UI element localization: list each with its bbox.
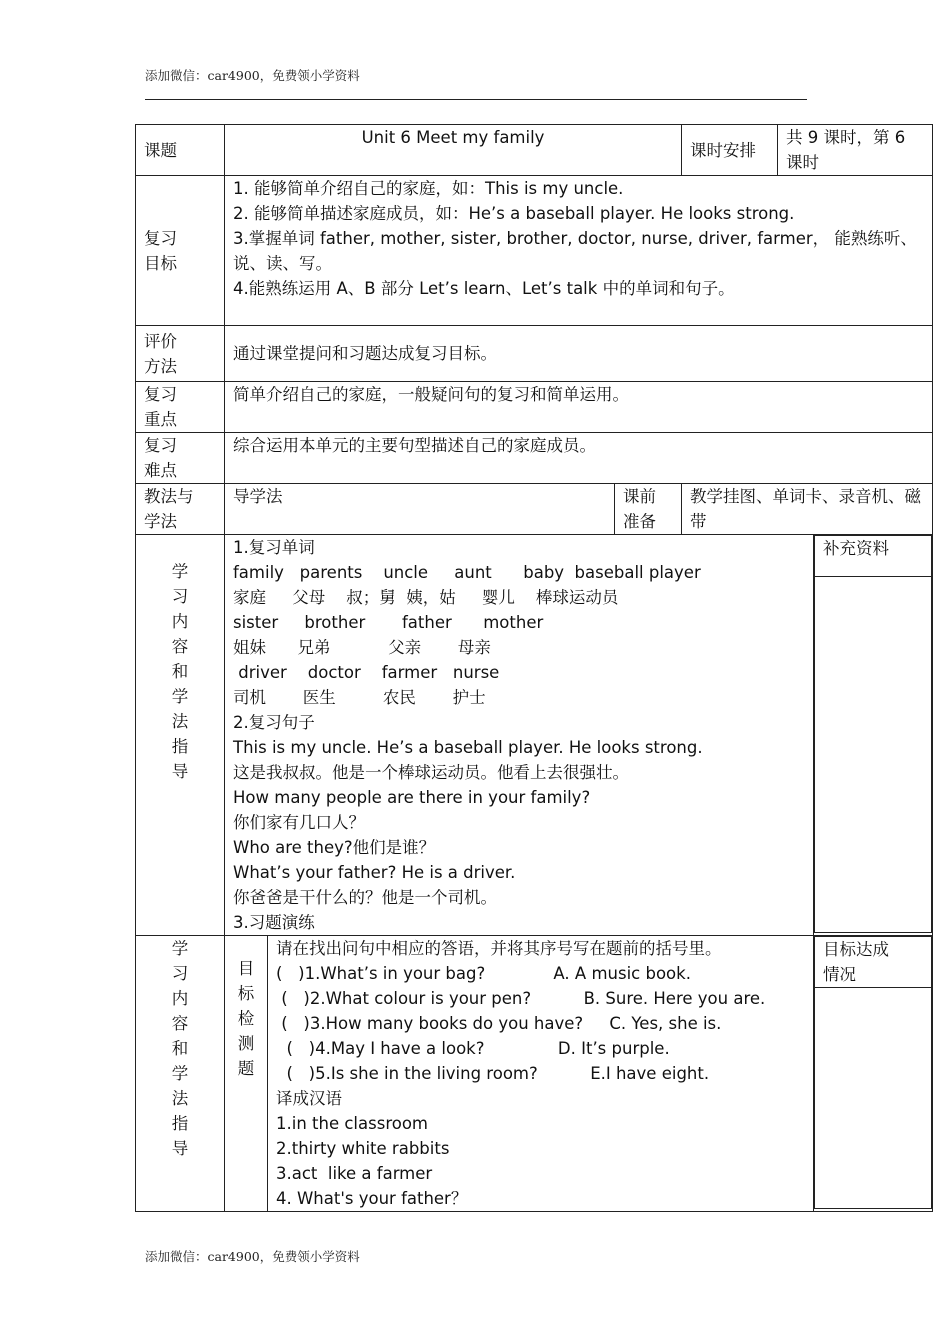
schedule-label: 课时安排 — [682, 125, 778, 176]
header-divider — [145, 99, 807, 100]
content-line: 姐妹 兄弟 父亲 母亲 — [233, 638, 491, 657]
content-body — [225, 535, 814, 936]
supplement-cell — [815, 577, 932, 933]
goals-row — [136, 176, 933, 326]
lesson-plan-table — [135, 124, 933, 1212]
goal-line: 2. 能够简单描述家庭成员，如：He’s a baseball player. He looks strong. — [233, 204, 795, 223]
test-line: ( )3.How many books do you have? C. Yes, she is. — [276, 1014, 722, 1033]
difficulty-row — [136, 433, 933, 484]
goal-line: 3.掌握单词 father, mother, sister, brother, doctor, nurse, driver, farmer， 能熟练听、 — [233, 229, 917, 248]
content-line: 你爸爸是干什么的？他是一个司机。 — [233, 888, 497, 907]
content-line: This is my uncle. He’s a baseball player. He looks strong. — [233, 738, 703, 757]
content-side-label: 学 习 内 容 和 学 法 指 导 — [136, 535, 225, 936]
content-line: 你们家有几口人？ — [233, 813, 365, 832]
test-line: ( )5.Is she in the living room? E.I have eight. — [276, 1064, 710, 1083]
prep-value: 教学挂图、单词卡、录音机、磁带 — [682, 484, 933, 535]
test-line: 4. What's your father？ — [276, 1189, 468, 1208]
test-line: ( )4.May I have a look? D. It’s purple. — [276, 1039, 670, 1058]
prep-label: 课前 准备 — [615, 484, 682, 535]
method-row — [136, 484, 933, 535]
test-box-label: 目 标 检 测 题 — [225, 936, 268, 1212]
result-label: 目标达成 情况 — [815, 937, 932, 988]
method-value: 导学法 — [225, 484, 615, 535]
content-line: 司机 医生 农民 护士 — [233, 688, 486, 707]
result-column — [814, 936, 933, 1212]
difficulty-label: 复习 难点 — [136, 433, 225, 484]
goal-line: 说、读、写。 — [233, 254, 332, 273]
content-line: 这是我叔叔。他是一个棒球运动员。他看上去很强壮。 — [233, 763, 629, 782]
header-note: 添加微信：car4900，免费领小学资料 — [145, 68, 360, 83]
test-line: ( )2.What colour is your pen? B. Sure. Here you are. — [276, 989, 766, 1008]
content-row — [136, 535, 933, 936]
content-line: Who are they?他们是谁？ — [233, 838, 436, 857]
test-body — [268, 936, 814, 1212]
focus-row — [136, 382, 933, 433]
content-line: driver doctor farmer nurse — [233, 663, 500, 682]
topic-label: 课题 — [136, 125, 225, 176]
goals-content — [225, 176, 933, 326]
evaluation-row — [136, 326, 933, 382]
content-line: 1.复习单词 — [233, 538, 315, 557]
evaluation-label: 评价 方法 — [136, 326, 225, 382]
goal-line: 4.能熟练运用 A、B 部分 Let’s learn、Let’s talk 中的单词和句子。 — [233, 279, 735, 298]
evaluation-value: 通过课堂提问和习题达成复习目标。 — [225, 326, 933, 382]
result-cell — [815, 988, 932, 1209]
test-row — [136, 936, 933, 1212]
focus-value: 简单介绍自己的家庭，一般疑问句的复习和简单运用。 — [225, 382, 933, 433]
content-line: sister brother father mother — [233, 613, 544, 632]
test-line: 2.thirty white rabbits — [276, 1139, 450, 1158]
goals-label: 复习 目标 — [136, 176, 225, 326]
difficulty-value: 综合运用本单元的主要句型描述自己的家庭成员。 — [225, 433, 933, 484]
content-line: How many people are there in your family? — [233, 788, 591, 807]
method-label: 教法与 学法 — [136, 484, 225, 535]
topic-value: Unit 6 Meet my family — [225, 125, 682, 176]
supplement-column — [814, 535, 933, 936]
content-line: family parents uncle aunt baby baseball player — [233, 563, 701, 582]
goal-line: 1. 能够简单介绍自己的家庭，如：This is my uncle. — [233, 179, 624, 198]
content-line: 家庭 父母 叔；舅 姨，姑 婴儿 棒球运动员 — [233, 588, 619, 607]
footer-note: 添加微信：car4900，免费领小学资料 — [145, 1249, 360, 1264]
content-line: 2.复习句子 — [233, 713, 315, 732]
test-line: 3.act like a farmer — [276, 1164, 433, 1183]
test-line: 1.in the classroom — [276, 1114, 428, 1133]
content-line: What’s your father? He is a driver. — [233, 863, 516, 882]
test-line: 译成汉语 — [276, 1089, 342, 1108]
focus-label: 复习 重点 — [136, 382, 225, 433]
test-line: ( )1.What’s in your bag? A. A music book. — [276, 964, 691, 983]
schedule-value: 共 9 课时，第 6 课时 — [778, 125, 933, 176]
content-line: 3.习题演练 — [233, 913, 315, 932]
supplement-label: 补充资料 — [815, 536, 932, 577]
test-side-label: 学 习 内 容 和 学 法 指 导 — [136, 936, 225, 1212]
topic-row — [136, 125, 933, 176]
test-line: 请在找出问句中相应的答语，并将其序号写在题前的括号里。 — [276, 939, 722, 958]
